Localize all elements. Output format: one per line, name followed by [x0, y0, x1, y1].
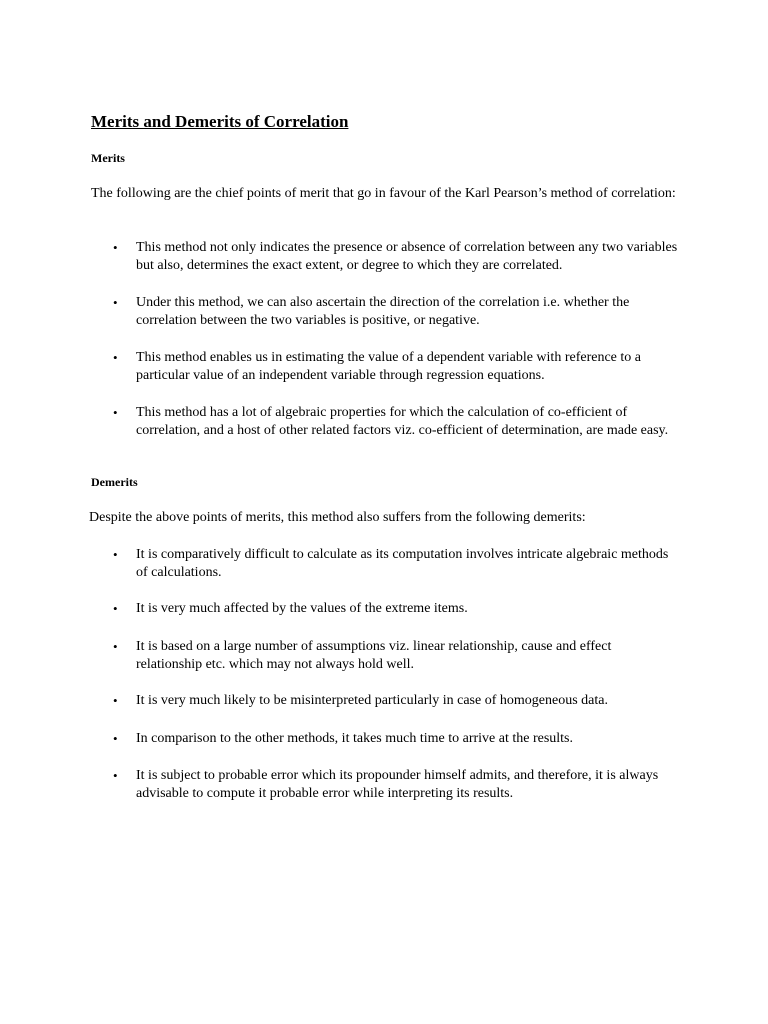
document-title: Merits and Demerits of Correlation [91, 112, 349, 131]
bullet-icon: • [113, 731, 118, 746]
bullet-icon: • [113, 601, 118, 616]
bullet-icon: • [113, 693, 118, 708]
demerits-list-item-text: It is very much likely to be misinterpreted particularly in case of homogeneous data. [136, 693, 608, 708]
merits-heading: Merits [91, 151, 125, 165]
bullet-icon: • [113, 639, 118, 654]
demerits-list-item [91, 730, 678, 748]
merits-list-item-text: Under this method, we can also ascertain the direction of the correlation i.e. whether the correlation between the two variables is positive, or negative. [136, 295, 630, 328]
demerits-list-item [91, 546, 678, 582]
demerits-list-item [91, 692, 678, 710]
bullet-icon: • [113, 768, 118, 783]
demerits-list-item-text: It is based on a large number of assumptions viz. linear relationship, cause and effect relationship etc. which may not always hold well. [136, 639, 612, 672]
merits-list-item [91, 349, 678, 385]
demerits-list-item [91, 638, 678, 674]
bullet-icon: • [113, 405, 118, 420]
demerits-list-item [91, 600, 678, 618]
demerits-list-item-text: It is subject to probable error which its propounder himself admits, and therefore, it is always advisable to compute it probable error while interpreting its results. [136, 768, 659, 801]
merits-list-item-text: This method not only indicates the presence or absence of correlation between any two variables but also, determines the exact extent, or degree to which they are correlated. [136, 240, 678, 273]
merits-list-item [91, 294, 678, 330]
bullet-icon: • [113, 240, 118, 255]
demerits-list-item-text: In comparison to the other methods, it takes much time to arrive at the results. [136, 731, 574, 746]
merits-intro: The following are the chief points of merit that go in favour of the Karl Pearson’s method of correlation: [91, 186, 676, 201]
bullet-icon: • [113, 295, 118, 310]
bullet-icon: • [113, 547, 118, 562]
demerits-list-item-text: It is very much affected by the values of the extreme items. [136, 601, 468, 616]
merits-list-item [91, 404, 678, 440]
demerits-list-item-text: It is comparatively difficult to calculate as its computation involves intricate algebraic methods of calculations. [136, 547, 669, 580]
bullet-icon: • [113, 350, 118, 365]
merits-list-item-text: This method has a lot of algebraic properties for which the calculation of co-efficient of correlation, and a host of other related factors viz. co-efficient of determination, are made easy. [136, 405, 669, 438]
demerits-heading: Demerits [91, 475, 138, 489]
merits-list-item [91, 239, 678, 275]
merits-list-item-text: This method enables us in estimating the value of a dependent variable with reference to a particular value of an independent variable through regression equations. [136, 350, 641, 383]
demerits-intro: Despite the above points of merits, this method also suffers from the following demerits: [89, 510, 586, 525]
demerits-list-item [91, 767, 678, 803]
